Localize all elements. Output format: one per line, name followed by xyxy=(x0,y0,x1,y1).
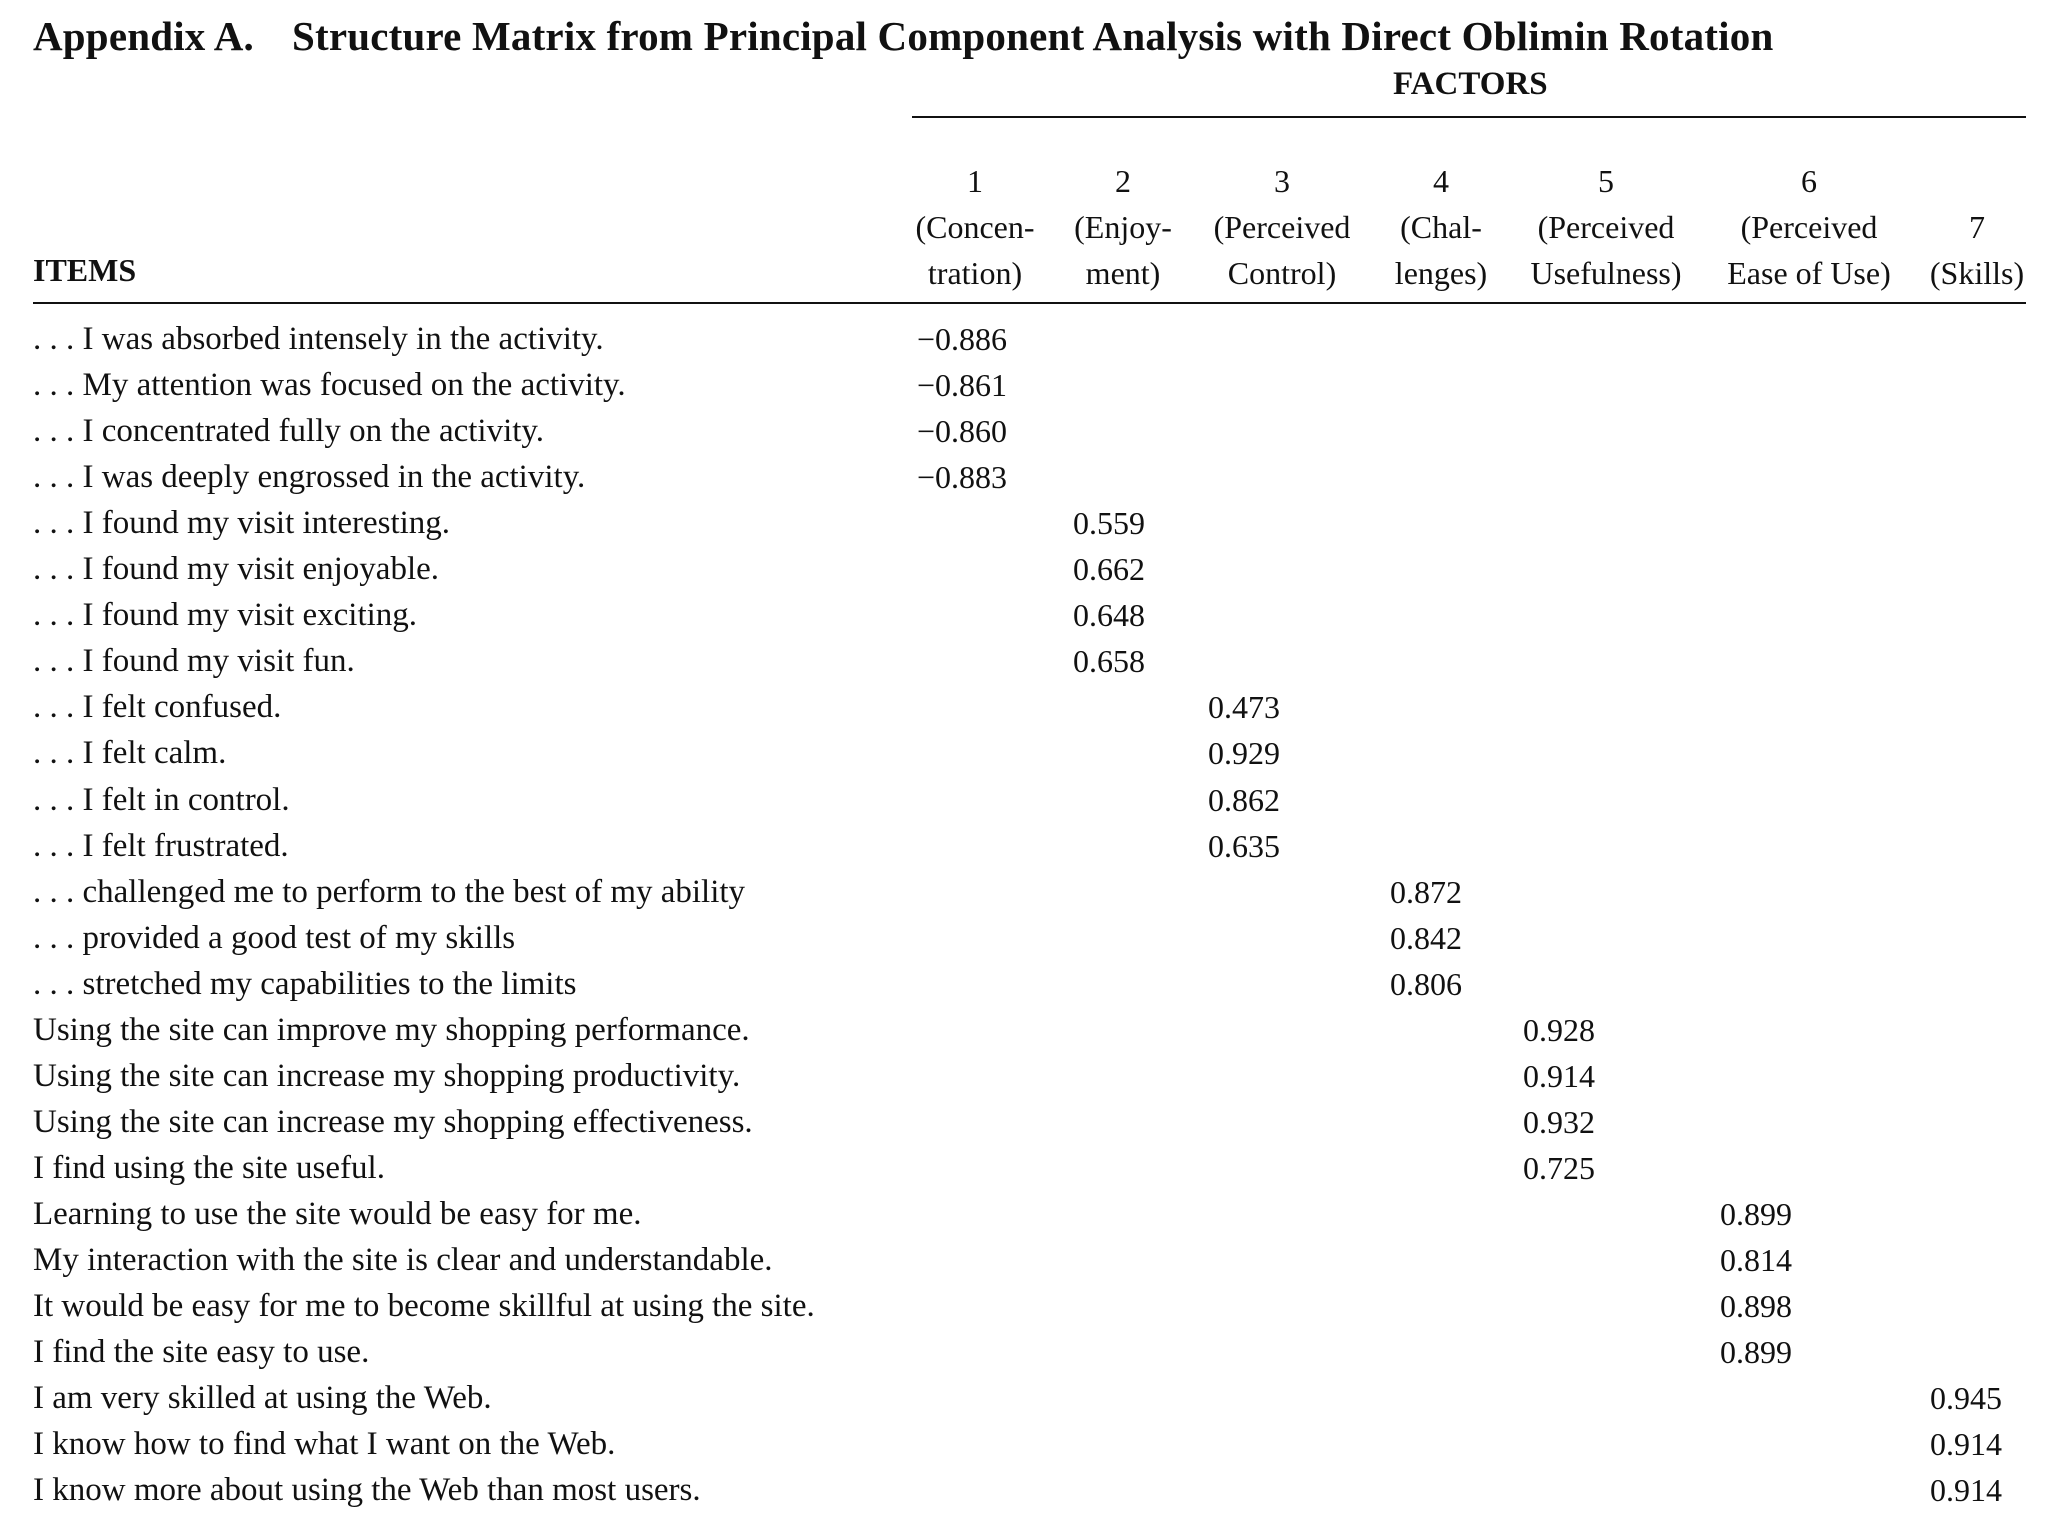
item-text: My interaction with the site is clear and understandable. xyxy=(33,1242,773,1278)
item-text: I am very skilled at using the Web. xyxy=(33,1380,492,1417)
column-header-6-line1: (Perceived xyxy=(1740,209,1878,245)
factor-loading-value: 0.473 xyxy=(1208,689,1280,726)
item-text: I find the site easy to use. xyxy=(33,1334,370,1371)
column-header-2 xyxy=(1068,158,1178,296)
item-text: . . . provided a good test of my skills xyxy=(33,919,516,956)
factor-loading-value: 0.928 xyxy=(1523,1011,1595,1048)
item-text: I find using the site useful. xyxy=(33,1149,385,1186)
table-row xyxy=(0,546,2048,592)
table-row xyxy=(0,1099,2048,1145)
factor-loading-value: 0.842 xyxy=(1390,919,1462,956)
item-text: Learning to use the site would be easy for me. xyxy=(33,1195,642,1232)
table-row xyxy=(0,915,2048,961)
factor-loading-value: 0.658 xyxy=(1073,643,1145,680)
factor-loading-value: 0.862 xyxy=(1208,781,1280,818)
factor-loading-value: −0.860 xyxy=(917,413,1008,450)
factor-loading-value: 0.899 xyxy=(1720,1195,1792,1232)
column-header-5-line1: (Perceived xyxy=(1537,209,1675,245)
factor-loading-value: 0.932 xyxy=(1523,1103,1595,1140)
column-header-4-line1: (Chal- xyxy=(1400,209,1482,245)
table-row xyxy=(0,638,2048,684)
factor-loading-value: 0.872 xyxy=(1390,873,1462,910)
column-header-5 xyxy=(1521,158,1691,296)
table-row xyxy=(0,316,2048,362)
table-row xyxy=(0,362,2048,408)
table-row xyxy=(0,408,2048,454)
column-header-4 xyxy=(1381,158,1501,296)
item-text: . . . I found my visit enjoyable. xyxy=(33,551,440,588)
column-header-3 xyxy=(1202,158,1362,296)
column-header-2-line2: ment) xyxy=(1085,255,1161,291)
factor-loading-value: 0.725 xyxy=(1523,1149,1595,1186)
item-text: . . . I felt calm. xyxy=(33,735,227,772)
item-text: . . . My attention was focused on the activity. xyxy=(33,367,626,404)
item-text: . . . I found my visit interesting. xyxy=(33,505,451,542)
item-text: . . . stretched my capabilities to the limits xyxy=(33,965,577,1002)
table-row xyxy=(0,1329,2048,1375)
column-header-1-line2: tration) xyxy=(927,255,1023,291)
item-text: . . . challenged me to perform to the best of my ability xyxy=(33,873,746,910)
factor-loading-value: 0.898 xyxy=(1720,1288,1792,1325)
item-text: . . . I was absorbed intensely in the activity. xyxy=(33,321,604,357)
items-heading: ITEMS xyxy=(33,252,137,288)
factor-loading-value: 0.899 xyxy=(1720,1334,1792,1371)
item-text: . . . I felt frustrated. xyxy=(33,827,289,864)
column-header-6-number: 6 xyxy=(1801,163,1817,199)
table-row xyxy=(0,823,2048,869)
column-header-6-line2: Ease of Use) xyxy=(1727,255,1891,291)
item-text: Using the site can improve my shopping performance. xyxy=(33,1011,750,1048)
factor-loading-value: 0.945 xyxy=(1930,1380,2002,1417)
item-text: Using the site can increase my shopping effectiveness. xyxy=(33,1103,753,1140)
item-text: . . . I was deeply engrossed in the activity. xyxy=(33,459,586,496)
factor-loading-value: 0.648 xyxy=(1073,597,1145,634)
table-row xyxy=(0,1007,2048,1053)
item-text: I know how to find what I want on the Web. xyxy=(33,1426,616,1463)
column-header-3-line1: (Perceived xyxy=(1213,209,1351,245)
column-header-7-line1: 7 xyxy=(1969,209,1985,245)
table-row xyxy=(0,777,2048,823)
table-row xyxy=(0,1237,2048,1283)
table-row xyxy=(0,500,2048,546)
factor-loading-value: 0.814 xyxy=(1720,1242,1792,1278)
factor-loading-value: 0.929 xyxy=(1208,735,1280,772)
factor-loading-value: 0.559 xyxy=(1073,505,1145,542)
table-row xyxy=(0,730,2048,776)
column-header-2-number: 2 xyxy=(1115,163,1131,199)
factors-heading: FACTORS xyxy=(1393,66,1548,102)
appendix-label: Appendix A. xyxy=(33,13,254,59)
column-header-1-number: 1 xyxy=(967,163,983,199)
column-header-1 xyxy=(905,158,1045,296)
factor-loading-value: 0.914 xyxy=(1930,1472,2002,1509)
factor-loading-value: −0.861 xyxy=(917,367,1008,404)
table-row xyxy=(0,592,2048,638)
factor-loading-value: 0.662 xyxy=(1073,551,1145,588)
item-text: I know more about using the Web than most users. xyxy=(33,1472,701,1509)
header-rule xyxy=(33,302,2026,304)
column-header-4-line2: lenges) xyxy=(1394,255,1488,291)
table-title xyxy=(33,12,1773,60)
table-row xyxy=(0,1467,2048,1513)
item-text: . . . I concentrated fully on the activity. xyxy=(33,413,545,450)
table-row xyxy=(0,869,2048,915)
factor-loading-value: 0.914 xyxy=(1523,1057,1595,1094)
column-header-2-line1: (Enjoy- xyxy=(1074,209,1172,245)
column-header-3-line2: Control) xyxy=(1227,255,1337,291)
item-text: . . . I felt in control. xyxy=(33,781,290,818)
factors-rule xyxy=(912,116,2026,118)
factor-loading-value: −0.883 xyxy=(917,459,1008,496)
factor-loading-value: 0.635 xyxy=(1208,827,1280,864)
table-row xyxy=(0,961,2048,1007)
column-header-5-number: 5 xyxy=(1598,163,1614,199)
factor-loading-value: 0.806 xyxy=(1390,965,1462,1002)
column-header-5-line2: Usefulness) xyxy=(1530,255,1682,291)
table-row xyxy=(0,1283,2048,1329)
table-row xyxy=(0,454,2048,500)
column-header-7-number xyxy=(1922,158,2032,204)
item-text: . . . I felt confused. xyxy=(33,689,282,726)
column-header-7 xyxy=(1922,158,2032,296)
column-header-6 xyxy=(1709,158,1909,296)
item-text: Using the site can increase my shopping productivity. xyxy=(33,1057,741,1094)
table-row xyxy=(0,1145,2048,1191)
table-row xyxy=(0,1191,2048,1237)
column-header-3-number: 3 xyxy=(1274,163,1290,199)
item-text: . . . I found my visit exciting. xyxy=(33,597,418,634)
column-header-4-number: 4 xyxy=(1433,163,1449,199)
table-row xyxy=(0,1375,2048,1421)
column-header-7-line2: (Skills) xyxy=(1929,255,2025,291)
table-row xyxy=(0,1053,2048,1099)
factor-loading-value: 0.914 xyxy=(1930,1426,2002,1463)
table-row xyxy=(0,1421,2048,1467)
item-text: It would be easy for me to become skillful at using the site. xyxy=(33,1288,815,1325)
column-header-1-line1: (Concen- xyxy=(915,209,1035,245)
factor-loading-value: −0.886 xyxy=(917,321,1008,357)
title-text: Structure Matrix from Principal Component Analysis with Direct Oblimin Rotation xyxy=(291,13,1774,59)
table-row xyxy=(0,684,2048,730)
item-text: . . . I found my visit fun. xyxy=(33,643,355,680)
